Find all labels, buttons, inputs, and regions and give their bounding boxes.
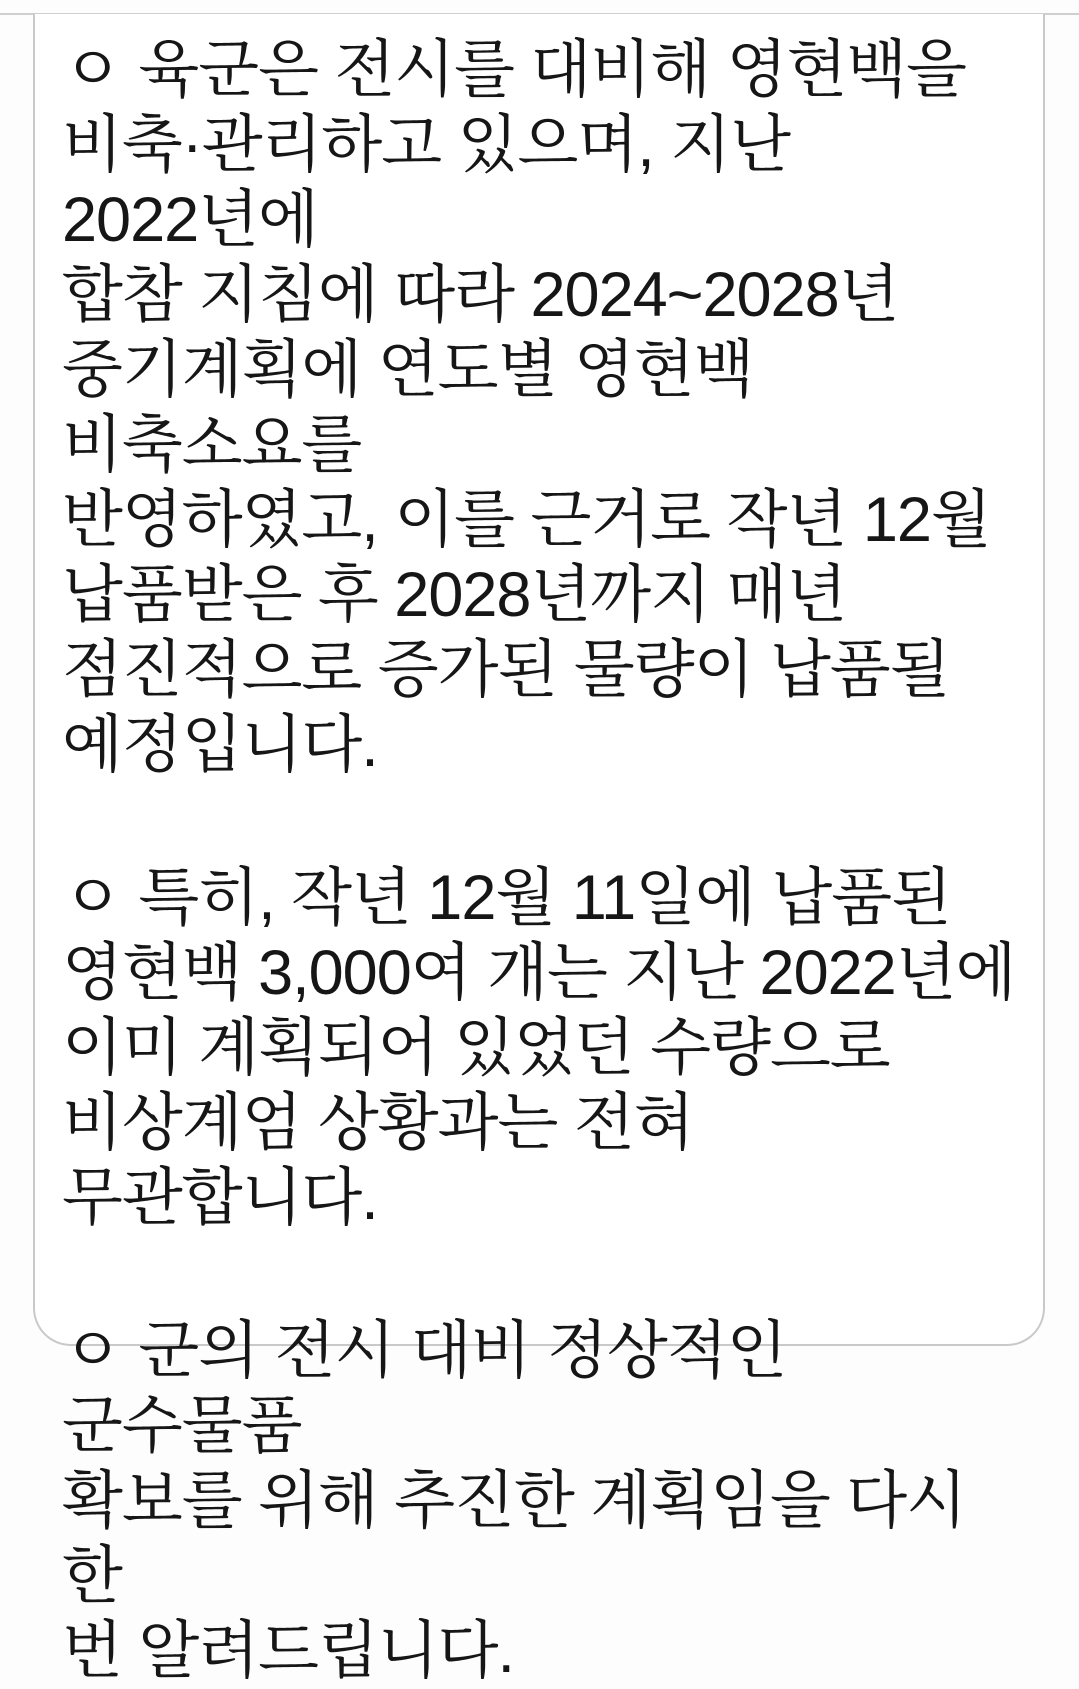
- text-line: ㅇ 군의 전시 대비 정상적인 군수물품: [62, 1316, 787, 1461]
- text-line: 이미 계획되어 있었던 수량으로: [62, 1013, 890, 1083]
- text-line: 비상계엄 상황과는 전혀 무관합니다.: [62, 1088, 694, 1233]
- text-line: ㅇ 육군은 전시를 대비해 영현백을: [62, 35, 967, 105]
- text-line: 반영하였고, 이를 근거로 작년 12월: [62, 485, 991, 555]
- message-text: [35, 14, 1043, 1689]
- text-line: 중기계획에 연도별 영현백 비축소요를: [62, 335, 754, 480]
- text-line: 번 알려드립니다.: [62, 1616, 515, 1686]
- text-line: 비축·관리하고 있으며, 지난 2022년에: [62, 110, 790, 255]
- paragraph: [62, 861, 1017, 1236]
- text-line: 합참 지침에 따라 2024~2028년: [62, 260, 899, 330]
- text-line: 점진적으로 증가된 물량이 납품될: [62, 635, 950, 705]
- paragraph: [62, 1314, 1017, 1689]
- text-line: 확보를 위해 추진한 계획임을 다시 한: [62, 1466, 967, 1611]
- paragraph: [62, 33, 1017, 783]
- text-line: 예정입니다.: [62, 710, 378, 780]
- message-card: [33, 14, 1045, 1686]
- text-line: ㅇ 특히, 작년 12월 11일에 납품된: [62, 863, 951, 933]
- text-line: 납품받은 후 2028년까지 매년: [62, 560, 847, 630]
- text-line: 영현백 3,000여 개는 지난 2022년에: [62, 938, 1016, 1008]
